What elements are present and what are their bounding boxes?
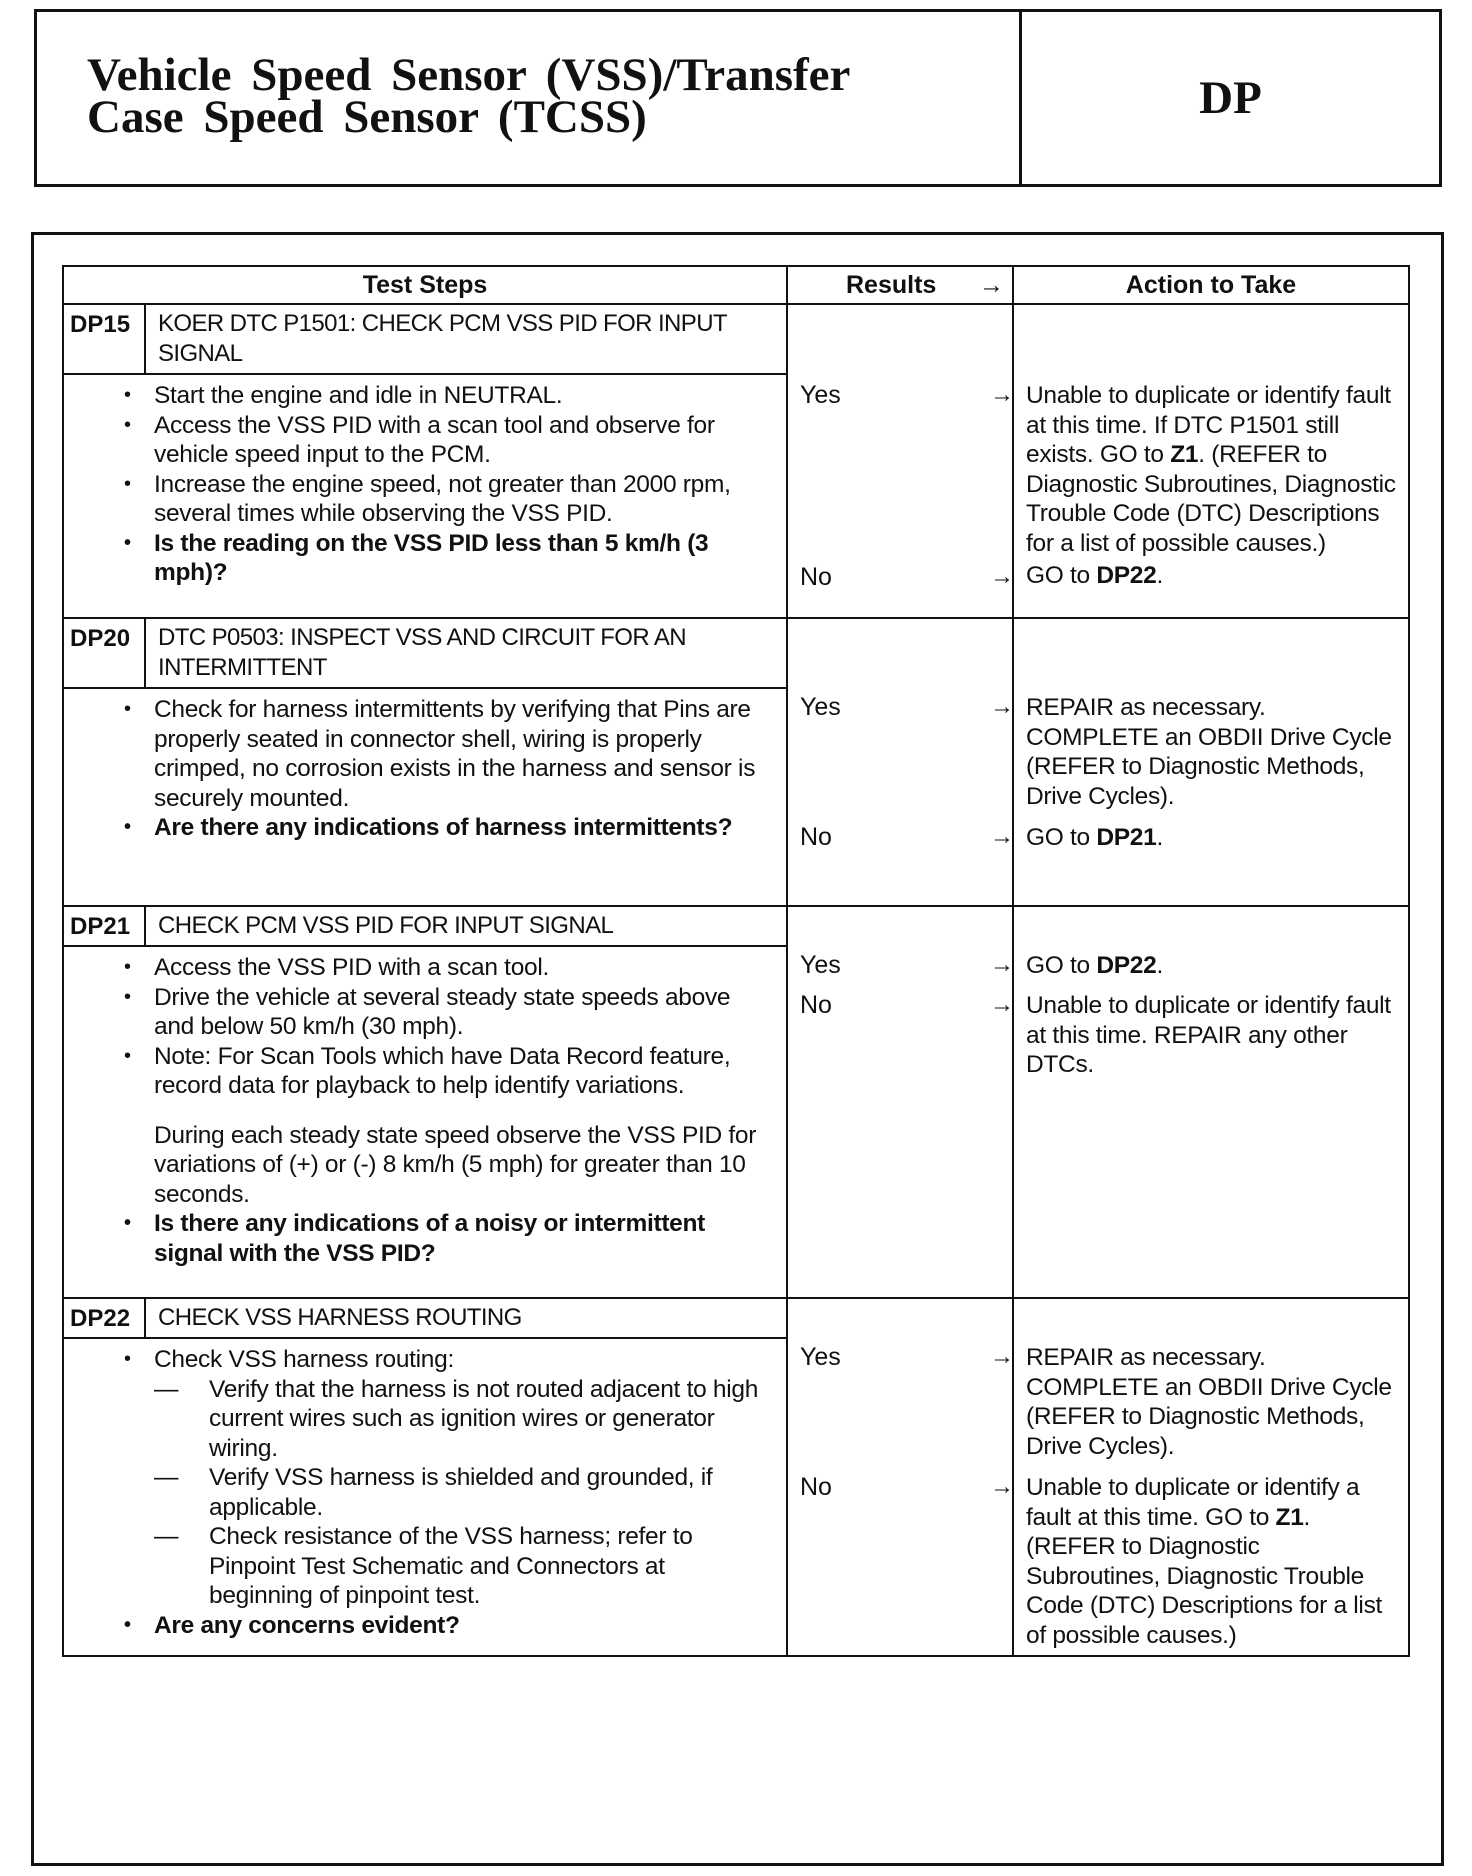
step-bullet: • Start the engine and idle in NEUTRAL. xyxy=(154,381,770,411)
arrow-icon: → xyxy=(979,270,1004,299)
title-line-1: Vehicle Speed Sensor (VSS)/Transfer xyxy=(87,49,851,101)
step-question: • Are there any indications of harness intermittents? xyxy=(154,813,770,843)
step-paragraph: During each steady state speed observe the VSS PID for variations of (+) or (-) 8 km/h (5 mph) for greater than 10 seconds. xyxy=(154,1121,757,1208)
step-block-dp20 xyxy=(62,619,1410,907)
title-line-2: Case Speed Sensor (TCSS) xyxy=(87,91,647,143)
step-body xyxy=(64,947,786,1274)
result-yes: Yes → xyxy=(800,951,1014,979)
step-title: KOER DTC P1501: CHECK PCM VSS PID FOR INPUT SIGNAL xyxy=(158,310,727,367)
action-cell xyxy=(1014,907,1408,1297)
step-id: DP20 xyxy=(64,619,146,687)
header-test-steps: Test Steps xyxy=(64,267,788,303)
step-block-dp21 xyxy=(62,907,1410,1299)
action-text: Unable to duplicate or identify fault at this time. If DTC P1501 still exists. GO to Z1. (REFER to Diagnostic Subroutines, Diagnostic Trouble Code (DTC) Descriptions for a list of possible causes.) xyxy=(1026,382,1396,557)
arrow-icon: → xyxy=(990,823,1014,850)
arrow-icon: → xyxy=(990,951,1014,978)
header-results-label: Results xyxy=(846,270,937,299)
results-cell xyxy=(788,1299,1014,1655)
step-block-dp22 xyxy=(62,1299,1410,1657)
results-cell xyxy=(788,907,1014,1297)
step-bullet: • Check for harness intermittents by verifying that Pins are properly seated in connector shell, wiring is properly crimped, no corrosion exists in the harness and sensor is securely mounted. xyxy=(154,695,770,813)
step-bullet: • Increase the engine speed, not greater than 2000 rpm, several times while observing the VSS PID. xyxy=(154,470,770,529)
arrow-icon: → xyxy=(990,1473,1014,1500)
step-subitem: — Verify that the harness is not routed adjacent to high current wires such as ignition wires or generator wiring. xyxy=(154,1375,770,1464)
step-header xyxy=(64,907,786,947)
step-body xyxy=(64,1339,786,1646)
action-text: Unable to duplicate or identify fault at this time. REPAIR any other DTCs. xyxy=(1026,992,1391,1078)
arrow-icon: → xyxy=(990,693,1014,720)
step-body xyxy=(64,689,786,849)
step-subitem: — Check resistance of the VSS harness; refer to Pinpoint Test Schematic and Connectors at beginning of pinpoint test. xyxy=(154,1522,770,1611)
step-title: DTC P0503: INSPECT VSS AND CIRCUIT FOR AN INTERMITTENT xyxy=(158,624,686,681)
header-action: Action to Take xyxy=(1125,270,1297,299)
result-no: No → xyxy=(800,1473,1014,1501)
arrow-icon: → xyxy=(990,563,1014,590)
result-no: No → xyxy=(800,823,1014,851)
step-header xyxy=(64,619,786,689)
test-steps-table xyxy=(62,265,1410,1657)
action-cell xyxy=(1014,305,1408,617)
step-bullet: • Access the VSS PID with a scan tool. xyxy=(154,953,770,983)
step-header xyxy=(64,1299,786,1339)
header-results xyxy=(788,267,1014,303)
action-text: GO to DP22. xyxy=(1026,952,1163,979)
arrow-icon: → xyxy=(990,1343,1014,1370)
step-bullet: • Note: For Scan Tools which have Data Record feature, record data for playback to help identify variations. xyxy=(154,1042,770,1101)
arrow-icon: → xyxy=(990,991,1014,1018)
page-title xyxy=(37,12,1022,184)
step-bullet: • Check VSS harness routing: xyxy=(154,1345,770,1375)
step-id: DP21 xyxy=(64,907,146,945)
section-code: DP xyxy=(1199,72,1262,124)
step-bullet: • Drive the vehicle at several steady state speeds above and below 50 km/h (30 mph). xyxy=(154,983,770,1042)
action-cell xyxy=(1014,1299,1408,1655)
result-no: No → xyxy=(800,991,1014,1019)
result-yes: Yes → xyxy=(800,381,1014,409)
results-cell xyxy=(788,619,1014,905)
step-subitem: — Verify VSS harness is shielded and grounded, if applicable. xyxy=(154,1463,770,1522)
step-title: CHECK PCM VSS PID FOR INPUT SIGNAL xyxy=(158,912,614,939)
step-bullet: • Access the VSS PID with a scan tool and observe for vehicle speed input to the PCM. xyxy=(154,411,770,470)
step-id: DP22 xyxy=(64,1299,146,1337)
arrow-icon: → xyxy=(990,381,1014,408)
step-body xyxy=(64,375,786,594)
step-question: • Is there any indications of a noisy or intermittent signal with the VSS PID? xyxy=(154,1209,770,1268)
action-cell xyxy=(1014,619,1408,905)
action-text: Unable to duplicate or identify a fault at this time. GO to Z1. (REFER to Diagnostic Subroutines, Diagnostic Trouble Code (DTC) Descriptions for a list of possible causes.) xyxy=(1026,1474,1383,1649)
step-block-dp15 xyxy=(62,305,1410,619)
action-text: REPAIR as necessary. COMPLETE an OBDII Drive Cycle (REFER to Diagnostic Methods, Drive Cycles). xyxy=(1026,1344,1392,1460)
step-question: • Are any concerns evident? xyxy=(154,1611,770,1641)
step-title: CHECK VSS HARNESS ROUTING xyxy=(158,1304,522,1331)
result-yes: Yes → xyxy=(800,693,1014,721)
table-header xyxy=(62,265,1410,305)
step-question: • Is the reading on the VSS PID less than 5 km/h (3 mph)? xyxy=(154,529,770,588)
result-yes: Yes → xyxy=(800,1343,1014,1371)
step-id: DP15 xyxy=(64,305,146,373)
step-header xyxy=(64,305,786,375)
result-no: No → xyxy=(800,563,1014,591)
page-header xyxy=(34,9,1442,187)
action-text: REPAIR as necessary. COMPLETE an OBDII Drive Cycle (REFER to Diagnostic Methods, Drive Cycles). xyxy=(1026,694,1392,810)
action-text: GO to DP22. xyxy=(1026,562,1163,589)
action-text: GO to DP21. xyxy=(1026,824,1163,851)
results-cell xyxy=(788,305,1014,617)
